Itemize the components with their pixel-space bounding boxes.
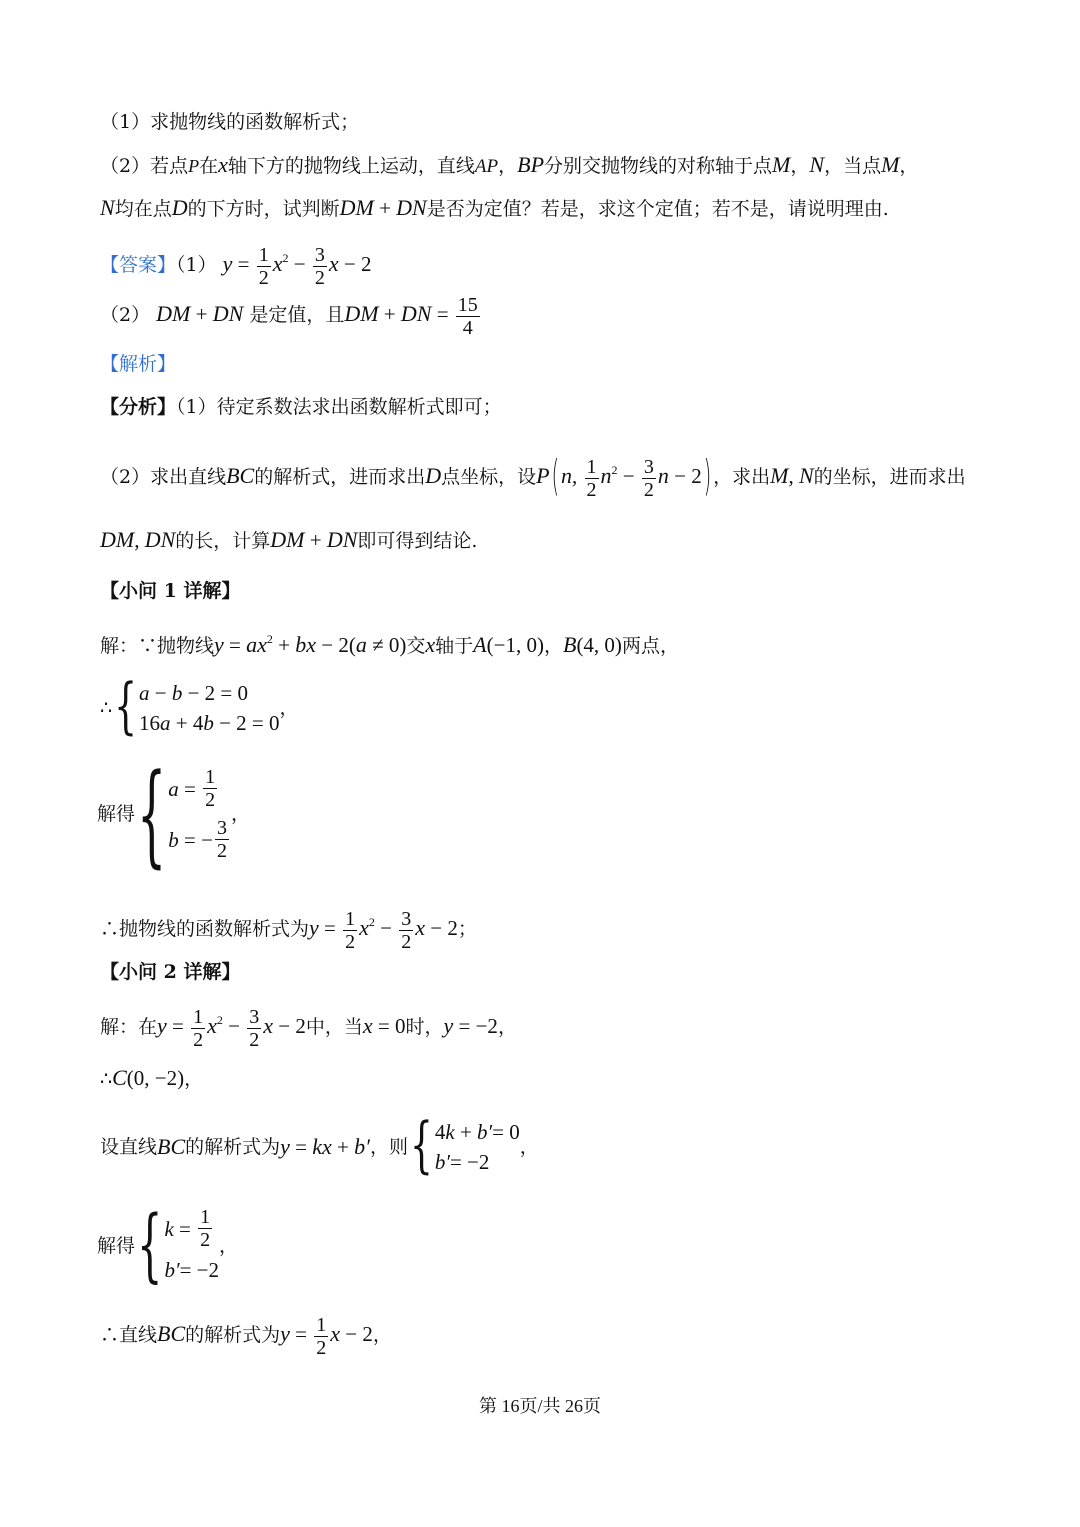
point-c-line: ∴C(0, −2)，	[100, 1065, 204, 1090]
answer-1: 【答案】（1） y = $\frac{1}{2}$ $x^2$ − $\frac{3}{2}$ x − 2	[100, 243, 372, 289]
solution-2-line-1: 解：在y = $\frac{1}{2}$ $x^2$ − $\frac{3}{2}$ x − 2中，当x = 0时，y = −2，	[100, 1005, 517, 1051]
system-1: ∴ { a − b − 2 = 0 16 a + 4 b − 2 = 0 ，	[100, 672, 299, 742]
fenxi-line-2: （2）求出直线BC的解析式，进而求出D点坐标，设P (n, $\frac{1}{2}$ $n^2$ − $\frac{3}{2}$ n − 2 ) ，求出M, N的坐标，进而求出	[100, 452, 966, 502]
answer-2: （2） DM + DN 是定值，且DM + DN = $\frac{15}{4}$	[100, 293, 478, 339]
fenxi-line-3: DM, DN的长，计算DM + DN即可得到结论.	[100, 527, 478, 552]
set-line-bc: 设直线 BC 的解析式为 y = kx + b′ ，则 { 4 k + b′ = 0 b′ = −2 ，	[100, 1111, 539, 1181]
solution-1-line: 解：∵抛物线$y = ax^2$ + bx − 2(a ≠ 0)交x轴于A(−1, 0)，B(4, 0)两点，	[100, 632, 679, 657]
sub-question-1-tag: 【小问 1 详解】	[100, 580, 241, 602]
system-2: 解得 { a = 1 2 b = − 3 2 ，	[97, 749, 250, 879]
solution-1-conclusion: ∴抛物线的函数解析式为y = $\frac{1}{2}$ $x^2$ − $\frac{3}{2}$ x − 2；	[100, 907, 477, 953]
answer-tag: 【答案】	[100, 254, 177, 276]
question-1: （1）求抛物线的函数解析式；	[100, 111, 360, 133]
solution-2-conclusion: ∴直线BC的解析式为y = $\frac{1}{2}$ x − 2，	[100, 1313, 392, 1359]
fenxi-line-1: 【分析】（1）待定系数法求出函数解析式即可；	[100, 396, 502, 418]
question-2-line-1: （2）若点P在x轴下方的抛物线上运动，直线AP，BP分别交抛物线的对称轴于点M，N，当点M，	[100, 152, 919, 177]
question-2-line-2: N均在点D的下方时，试判断DM + DN是否为定值？若是，求这个定值；若不是，请说明理由.	[100, 195, 889, 220]
sub-question-2-tag: 【小问 2 详解】	[100, 961, 241, 983]
page-footer: 第 16页/共 26页	[478, 1396, 601, 1416]
system-3: 解得 { k = 1 2 b′ = −2 ，	[97, 1199, 239, 1292]
analysis-tag: 【解析】	[100, 353, 177, 375]
